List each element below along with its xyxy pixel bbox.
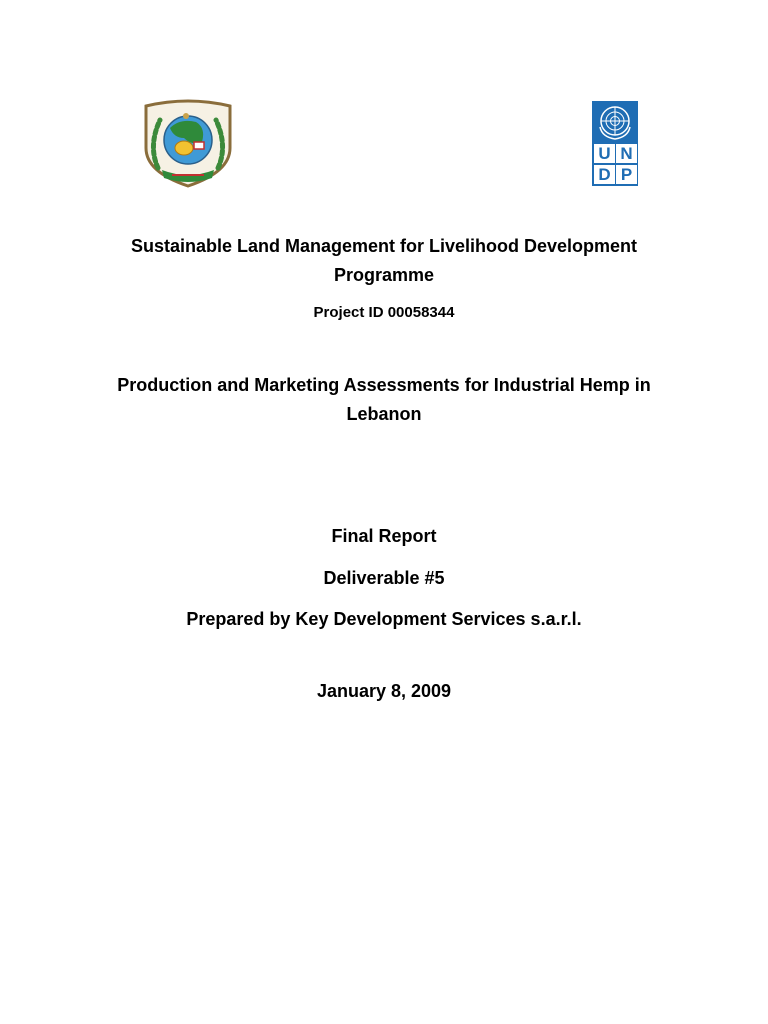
undp-letter-n: N: [616, 144, 637, 163]
un-emblem-icon: [592, 101, 638, 141]
programme-title: Sustainable Land Management for Livelihood Development Programme: [130, 236, 638, 285]
undp-letter-u: U: [594, 144, 615, 163]
prepared-by: Prepared by Key Development Services s.a.r.l.: [186, 609, 582, 629]
report-type: Final Report: [331, 526, 437, 546]
undp-letter-d: D: [594, 165, 615, 184]
deliverable-number: Deliverable #5: [323, 568, 445, 588]
ministry-emblem-icon: [140, 98, 236, 188]
undp-letter-p: P: [616, 165, 637, 184]
report-date: January 8, 2009: [316, 681, 452, 701]
undp-logo-icon: [592, 101, 638, 186]
assessment-title: Production and Marketing Assessments for Industrial Hemp in Lebanon: [117, 375, 651, 424]
project-id: Project ID 00058344: [313, 304, 455, 321]
